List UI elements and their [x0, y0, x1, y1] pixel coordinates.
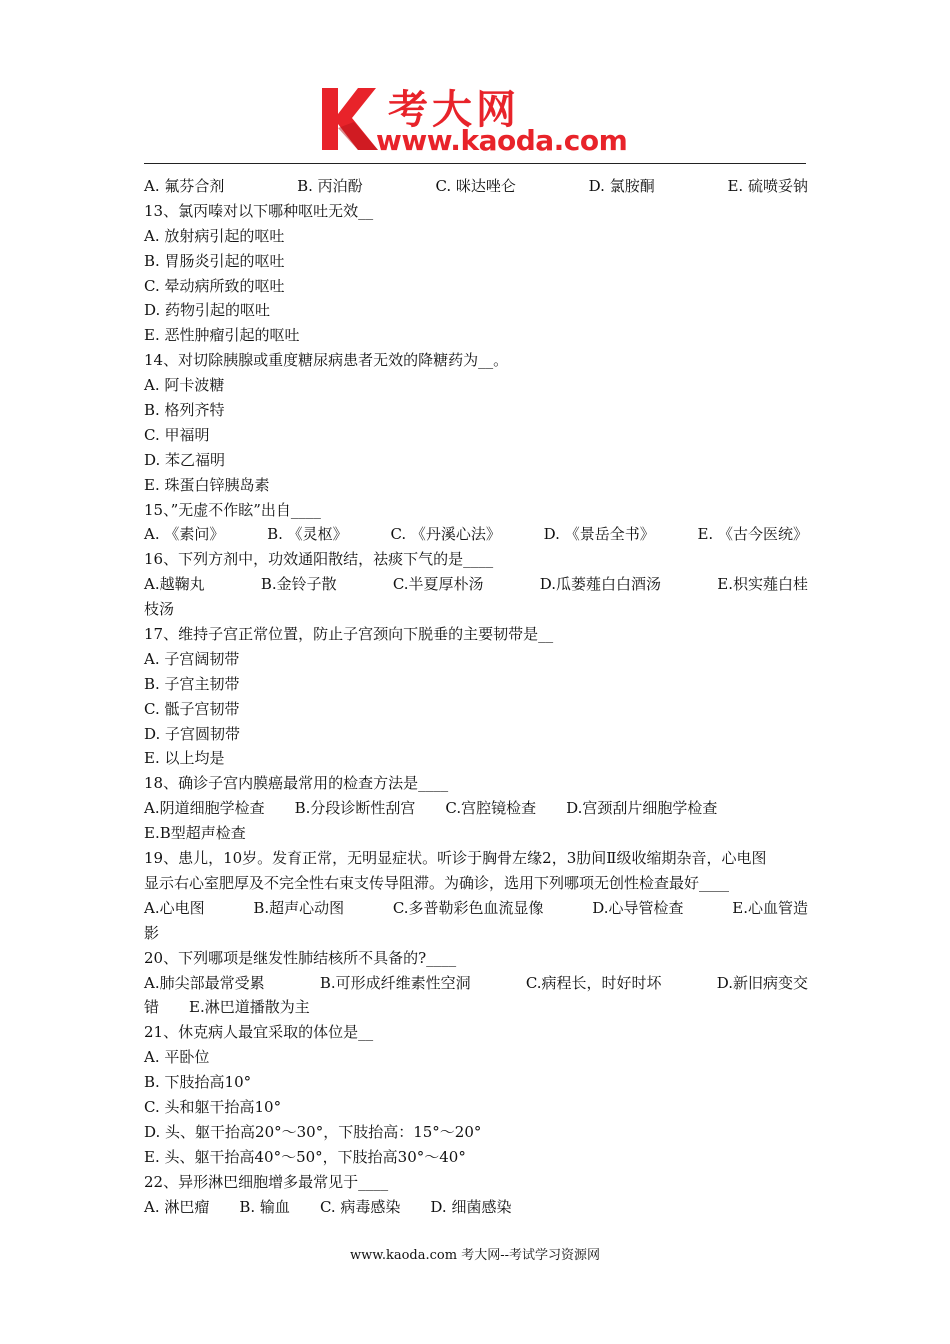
option-item: B. 《灵枢》 — [267, 525, 348, 544]
option-item: C.半夏厚朴汤 — [392, 575, 484, 594]
text-line: 22、异形淋巴细胞增多最常见于____ — [144, 1172, 389, 1191]
text-line: 13、氯丙嗪对以下哪种呕吐无效__ — [144, 201, 374, 220]
option-row — [144, 896, 808, 921]
option-item: A.心电图 — [144, 898, 205, 917]
option-item: E. 《古今医统》 — [697, 525, 808, 544]
option-item: B.可形成纤维素性空洞 — [319, 973, 471, 992]
text-line: C. 骶子宫韧带 — [144, 699, 240, 718]
text-line: B. 下肢抬高10° — [144, 1073, 252, 1092]
text-line: 19、患儿，10岁。发育正常，无明显症状。听诊于胸骨左缘2，3肋间Ⅱ级收缩期杂音，心电图 — [144, 849, 767, 868]
option-item: A.阴道细胞学检查 — [144, 799, 265, 818]
question-list — [144, 174, 808, 1219]
option-item: C.宫腔镜检查 — [445, 799, 537, 818]
text-line: 影 — [144, 923, 160, 942]
option-item: E.枳实薤白桂 — [717, 575, 808, 594]
text-line: C. 头和躯干抬高10° — [144, 1097, 282, 1116]
option-item: B.金铃子散 — [260, 575, 337, 594]
option-item: E.心血管造 — [732, 898, 808, 917]
text-line: 16、下列方剂中，功效通阳散结，祛痰下气的是____ — [144, 550, 494, 569]
text-line: D. 头、躯干抬高20°～30°，下肢抬高：15°～20° — [144, 1122, 482, 1141]
option-item: D. 细菌感染 — [430, 1197, 512, 1216]
text-line: 17、维持子宫正常位置，防止子宫颈向下脱垂的主要韧带是__ — [144, 625, 554, 644]
logo-chinese-name: 考大网 — [388, 87, 520, 133]
option-row — [144, 971, 808, 996]
option-item: C.病程长，时好时坏 — [525, 973, 662, 992]
text-line: 20、下列哪项是继发性肺结核所不具备的?____ — [144, 948, 457, 967]
text-line: B. 格列齐特 — [144, 401, 225, 420]
option-item: A. 氟芬合剂 — [144, 177, 225, 195]
option-item: E. 硫喷妥钠 — [727, 177, 808, 195]
option-item: A.越鞠丸 — [144, 575, 205, 594]
option-item: A.肺尖部最常受累 — [144, 973, 265, 992]
option-item: B.超声心动图 — [253, 898, 345, 917]
text-line: E. 头、躯干抬高40°～50°，下肢抬高30°～40° — [144, 1147, 466, 1166]
option-item: D.新旧病变交 — [716, 973, 808, 992]
option-row — [144, 796, 808, 821]
text-line: D. 苯乙福明 — [144, 450, 226, 469]
option-row — [144, 572, 808, 597]
option-row — [144, 174, 808, 199]
text-line: A. 阿卡波糖 — [144, 376, 225, 395]
option-item: D. 氯胺酮 — [588, 177, 655, 195]
option-row — [144, 522, 808, 547]
text-line: D. 子宫圆韧带 — [144, 724, 241, 743]
option-item: C. 病毒感染 — [319, 1197, 401, 1216]
logo-url: www.kaoda.com — [376, 124, 628, 157]
option-item: C. 《丹溪心法》 — [390, 525, 501, 544]
site-logo[interactable] — [318, 80, 638, 158]
option-item: D.瓜蒌薤白白酒汤 — [539, 575, 662, 594]
text-line: A. 放射病引起的呕吐 — [144, 226, 285, 245]
option-item: B.分段诊断性刮宫 — [294, 799, 416, 818]
text-line: E. 恶性肿瘤引起的呕吐 — [144, 326, 300, 345]
text-line: 15、”无虚不作眩”出自____ — [144, 500, 321, 519]
text-line: E.B型超声检查 — [144, 824, 246, 843]
option-item: A. 《素问》 — [144, 525, 225, 544]
text-line: 枝汤 — [144, 600, 175, 619]
text-line: B. 胃肠炎引起的呕吐 — [144, 251, 285, 270]
k-logo-icon — [318, 84, 382, 154]
text-line: 18、确诊子宫内膜癌最常用的检查方法是____ — [144, 774, 449, 793]
text-line: E. 珠蛋白锌胰岛素 — [144, 475, 270, 494]
option-item: B. 丙泊酚 — [297, 177, 363, 195]
text-line: E. 以上均是 — [144, 749, 225, 768]
text-line: 错 E.淋巴道播散为主 — [144, 998, 310, 1017]
option-item: A. 淋巴瘤 — [144, 1197, 210, 1216]
option-item: D. 《景岳全书》 — [543, 525, 655, 544]
option-item: C. 咪达唑仑 — [435, 177, 516, 195]
text-line: 显示右心室肥厚及不完全性右束支传导阻滞。为确诊，选用下列哪项无创性检查最好____ — [144, 873, 730, 892]
option-row — [144, 1195, 808, 1220]
text-line: D. 药物引起的呕吐 — [144, 301, 271, 320]
option-item: D.心导管检查 — [592, 898, 684, 917]
text-line: A. 平卧位 — [144, 1048, 210, 1067]
text-line: C. 晕动病所致的呕吐 — [144, 276, 285, 295]
option-item: D.宫颈刮片细胞学检查 — [566, 799, 718, 818]
option-item: C.多普勒彩色血流显像 — [392, 898, 544, 917]
option-item: B. 输血 — [239, 1197, 290, 1216]
page-footer: www.kaoda.com 考大网--考试学习资源网 — [350, 1248, 600, 1263]
text-line: 14、对切除胰腺或重度糖尿病患者无效的降糖药为__。 — [144, 351, 509, 370]
text-line: C. 甲福明 — [144, 425, 210, 444]
text-line: B. 子宫主韧带 — [144, 674, 240, 693]
text-line: 21、休克病人最宜采取的体位是__ — [144, 1023, 374, 1042]
text-line: A. 子宫阔韧带 — [144, 649, 240, 668]
header-divider — [144, 163, 806, 164]
